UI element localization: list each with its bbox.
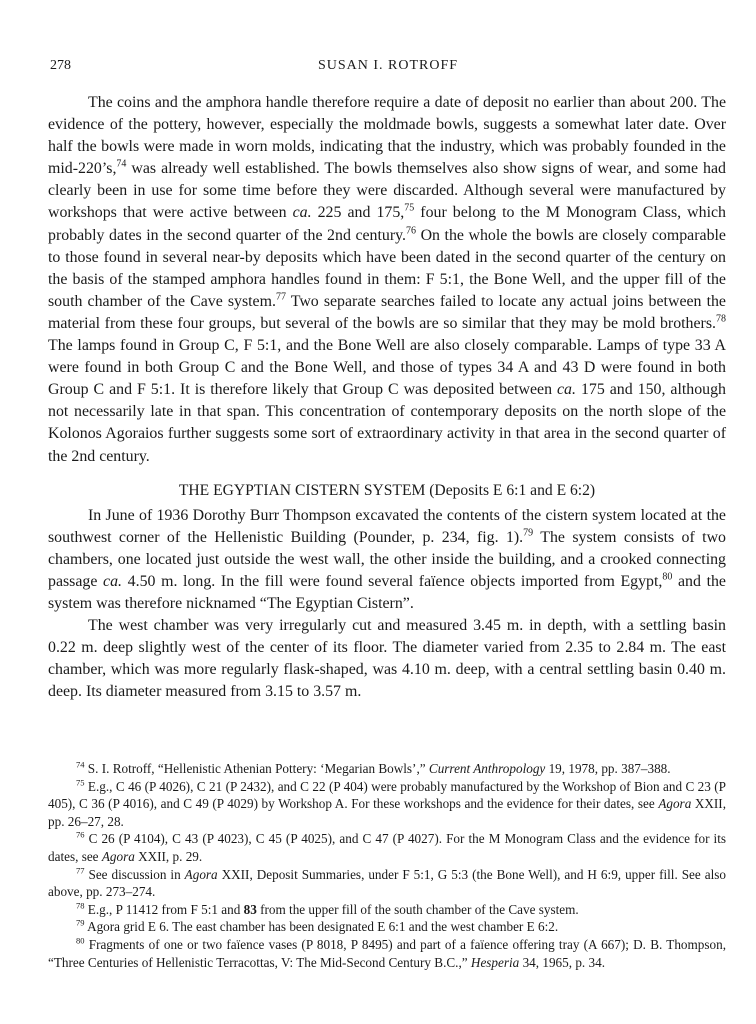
- footnote-ref: 76: [76, 829, 85, 840]
- text-run: and the system was therefore nicknamed “The Egyptian Cistern”.: [48, 572, 726, 613]
- text-run: XXII, p. 29.: [134, 848, 203, 864]
- footnotes: [48, 760, 726, 971]
- footnote-ref: 80: [76, 935, 85, 946]
- footnote-ref: 75: [404, 203, 415, 215]
- running-header: [50, 58, 726, 78]
- paragraph-chambers: [48, 615, 726, 703]
- text-run: The west chamber was very irregularly cut and measured 3.45 m. in depth, with a settling basin 0.22 m. deep slightly west of the center of its floor. The diameter varied from 2.35 to 2.84 m. The east chamber, which was more regularly flask-shaped, was 4.10 m. deep, with a central settling basin 0.40 m. deep. Its diameter measured from 3.15 to 3.57 m.: [48, 617, 726, 701]
- footnote-80: [48, 936, 726, 971]
- section-heading: THE EGYPTIAN CISTERN SYSTEM (Deposits E 6:1 and E 6:2): [178, 481, 596, 499]
- text-run: Hesperia: [470, 954, 520, 970]
- text-run: Fragments of one or two faïence vases (P 8018, P 8495) and part of a faïence offering tray (A 667); D. B. Thompson, “Three Centuries of Hellenistic Terracottas, V: The Mid-Second Century B.C.,”: [48, 936, 726, 970]
- text-run: XXII, Deposit Summaries, under F 5:1, G 5:3 (the Bone Well), and H 6:9, upper fill. See also above, pp. 273–274.: [48, 866, 726, 900]
- footnote-ref: 78: [76, 900, 85, 911]
- text-run: 225 and 175,: [311, 204, 405, 222]
- text-run: 175 and 150, although not necessarily late in that span. This concentration of contemporary deposits on the north slope of the Kolonos Agoraios further suggests some sort of extraordinary activity in that area in the second quarter of the 2nd century.: [48, 381, 726, 465]
- footnote-ref: 79: [76, 917, 85, 928]
- main-text: [48, 92, 726, 704]
- text-run: On the whole the bowls are closely comparable to those found in several near-by deposits which have been dated in the second quarter of the century on the basis of the stamped amphora handles found in them: F 5:1, the Bone Well, and the upper fill of the south chamber of the Cave system.: [48, 226, 726, 310]
- footnote-ref: 75: [76, 777, 85, 788]
- text-run: 83: [243, 901, 257, 917]
- footnote-79: [48, 918, 726, 936]
- footnote-ref: 79: [523, 527, 534, 539]
- text-run: In June of 1936 Dorothy Burr Thompson excavated the contents of the cistern system located at the southwest corner of the Hellenistic Building (Pounder, p. 234, fig. 1).: [48, 506, 726, 546]
- paragraph-dating: [48, 92, 726, 468]
- text-run: Agora: [658, 796, 692, 812]
- text-run: S. I. Rotroff, “Hellenistic Athenian Pottery: ‘Megarian Bowls’,”: [84, 761, 429, 776]
- running-head-author: SUSAN I. ROTROFF: [317, 58, 459, 73]
- footnote-ref: 74: [76, 759, 85, 770]
- text-run: The coins and the amphora handle therefore require a date of deposit no earlier than about 200. The evidence of the pottery, however, especially the moldmade bowls, suggests a somewhat later date. Over half the bowls were made in worn molds, indicating that the industry, which was probably founded in the mid-220’s,: [48, 94, 726, 178]
- text-run: E.g., C 46 (P 4026), C 21 (P 2432), and C 22 (P 404) were probably manufactured by the Workshop of Bion and C 23 (P 405), C 36 (P 4016), and C 49 (P 4029) by Workshop A. For these workshops and the evidence for their dates, see: [48, 778, 726, 812]
- footnote-ref: 77: [275, 291, 286, 303]
- text-run: C 26 (P 4104), C 43 (P 4023), C 45 (P 4025), and C 47 (P 4027). For the M Monogram Class and the evidence for its dates, see: [48, 831, 726, 864]
- footnote-ref: 77: [76, 865, 85, 876]
- text-run: Agora: [101, 848, 135, 864]
- footnote-75: [48, 778, 726, 831]
- text-run: ca.: [292, 204, 312, 222]
- footnote-ref: 78: [716, 313, 726, 325]
- text-run: See discussion in: [84, 866, 185, 882]
- text-run: 34, 1965, p. 34.: [519, 954, 605, 970]
- footnote-ref: 76: [406, 225, 417, 237]
- text-run: The system consists of two chambers, one located just outside the west wall, the other inside the building, and a crooked connecting passage: [48, 528, 726, 590]
- text-run: from the upper fill of the south chamber of the Cave system.: [256, 901, 579, 917]
- footnote-ref: 74: [116, 158, 127, 170]
- text-run: XXII, pp. 26–27, 28.: [48, 796, 726, 829]
- footnote-77: [48, 866, 726, 901]
- text-run: ca.: [103, 572, 123, 590]
- text-run: 19, 1978, pp. 387–388.: [545, 761, 671, 776]
- text-run: ca.: [557, 381, 576, 399]
- footnote-76: [48, 830, 726, 865]
- text-run: 4.50 m. long. In the fill were found several faïence objects imported from Egypt,: [122, 572, 663, 590]
- footnote-78: [48, 901, 726, 919]
- text-run: Agora grid E 6. The east chamber has been designated E 6:1 and the west chamber E 6:2.: [84, 919, 559, 935]
- text-run: Current Anthropology: [428, 761, 546, 776]
- paragraph-excavation: [48, 505, 726, 615]
- text-run: was already well established. The bowls themselves also show signs of wear, and some had clearly been in use for some time before they were discarded. Although several were manufactured by workshops that were active between: [48, 160, 726, 222]
- footnote-ref: 80: [662, 571, 673, 583]
- text-run: The lamps found in Group C, F 5:1, and the Bone Well are also closely comparable. Lamps of type 33 A were found in both Group C and the Bone Well, and those of types 34 A and 43 D were found in both Group C and F 5:1. It is therefore likely that Group C was deposited between: [48, 337, 726, 399]
- page-number: 278: [50, 58, 71, 73]
- text-run: E.g., P 11412 from F 5:1 and: [84, 901, 244, 917]
- footnote-74: [48, 760, 726, 778]
- text-run: Two separate searches failed to locate any actual joins between the material from these four groups, but several of the bowls are so similar that they may be mold brothers.: [48, 292, 726, 332]
- text-run: Agora: [184, 866, 218, 882]
- text-run: four belong to the M Monogram Class, which probably dates in the second quarter of the 2nd century.: [48, 204, 726, 244]
